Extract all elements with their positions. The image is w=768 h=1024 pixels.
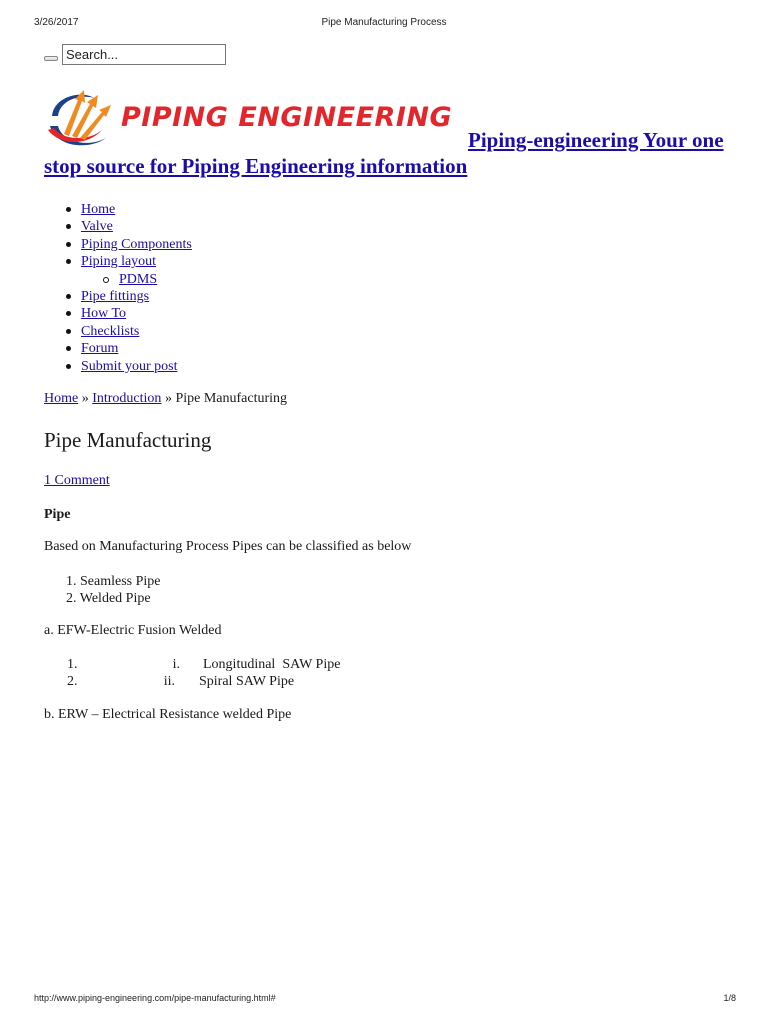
nav-subitem-pdms [119, 271, 192, 288]
logo-text: PIPING ENGINEERING [121, 102, 453, 133]
nav-link-valve[interactable]: Valve [81, 219, 113, 235]
print-header [0, 17, 768, 31]
nav-link-pipe-fittings[interactable]: Pipe fittings [81, 289, 150, 305]
list-item-label: Welded Pipe [79, 591, 151, 607]
nav-link-pdms[interactable]: PDMS [119, 271, 158, 287]
efw-list [0, 656, 768, 691]
nav-link-how-to[interactable]: How To [81, 306, 127, 322]
list-roman: i. [172, 657, 180, 672]
list-roman: ii. [163, 674, 175, 690]
intro-paragraph: Based on Manufacturing Process Pipes can be classified as below [44, 539, 412, 554]
erw-heading: b. ERW – Electrical Resistance welded Pipe [44, 707, 292, 722]
nav-link-checklists[interactable]: Checklists [81, 323, 140, 339]
nav-item-pipe-fittings [81, 288, 192, 305]
breadcrumb-home-link[interactable]: Home [44, 391, 79, 406]
nav-link-home[interactable]: Home [81, 202, 116, 217]
list-item [0, 673, 768, 690]
print-date: 3/26/2017 [34, 17, 79, 28]
nav-item-valve [81, 218, 192, 235]
list-number: 1. [66, 574, 77, 589]
nav-item-submit-post [81, 358, 192, 375]
print-title: Pipe Manufacturing Process [321, 17, 447, 28]
list-number: 1. [67, 657, 78, 672]
breadcrumb-current: Pipe Manufacturing [175, 391, 288, 406]
search-input[interactable] [62, 44, 226, 65]
comments-link[interactable]: 1 Comment [44, 473, 110, 488]
main-nav [44, 201, 192, 375]
page-title: Pipe Manufacturing [44, 428, 212, 452]
list-item [66, 573, 161, 590]
breadcrumb-separator: » [164, 391, 172, 406]
nav-item-how-to [81, 305, 192, 322]
nav-link-forum[interactable]: Forum [81, 341, 119, 357]
pipe-types-list [66, 573, 161, 608]
breadcrumb [44, 391, 287, 407]
nav-item-piping-layout [81, 253, 192, 288]
nav-item-piping-components [81, 236, 192, 253]
list-item-label: Spiral SAW Pipe [199, 674, 295, 690]
list-item-label: Seamless Pipe [80, 574, 161, 589]
site-title-link[interactable]: Piping-engineering Your one stop source for Piping Engineering information [44, 128, 724, 178]
page-number: 1/8 [723, 993, 736, 1003]
nav-item-checklists [81, 323, 192, 340]
list-item-label: Longitudinal SAW Pipe [203, 657, 341, 672]
nav-item-home [81, 201, 192, 218]
breadcrumb-section-link[interactable]: Introduction [92, 391, 162, 406]
search-button[interactable] [44, 56, 58, 61]
list-item [0, 656, 768, 673]
efw-heading: a. EFW-Electric Fusion Welded [44, 623, 222, 638]
nav-link-piping-components[interactable]: Piping Components [81, 236, 192, 252]
list-number: 2. [67, 674, 78, 690]
list-number: 2. [66, 591, 77, 607]
section-heading: Pipe [44, 507, 71, 522]
nav-link-submit-post[interactable]: Submit your post [81, 358, 178, 374]
nav-item-forum [81, 340, 192, 357]
list-item [66, 590, 161, 607]
nav-link-piping-layout[interactable]: Piping layout [81, 254, 157, 270]
breadcrumb-separator: » [81, 391, 89, 406]
print-url: http://www.piping-engineering.com/pipe-manufacturing.html# [34, 993, 276, 1003]
